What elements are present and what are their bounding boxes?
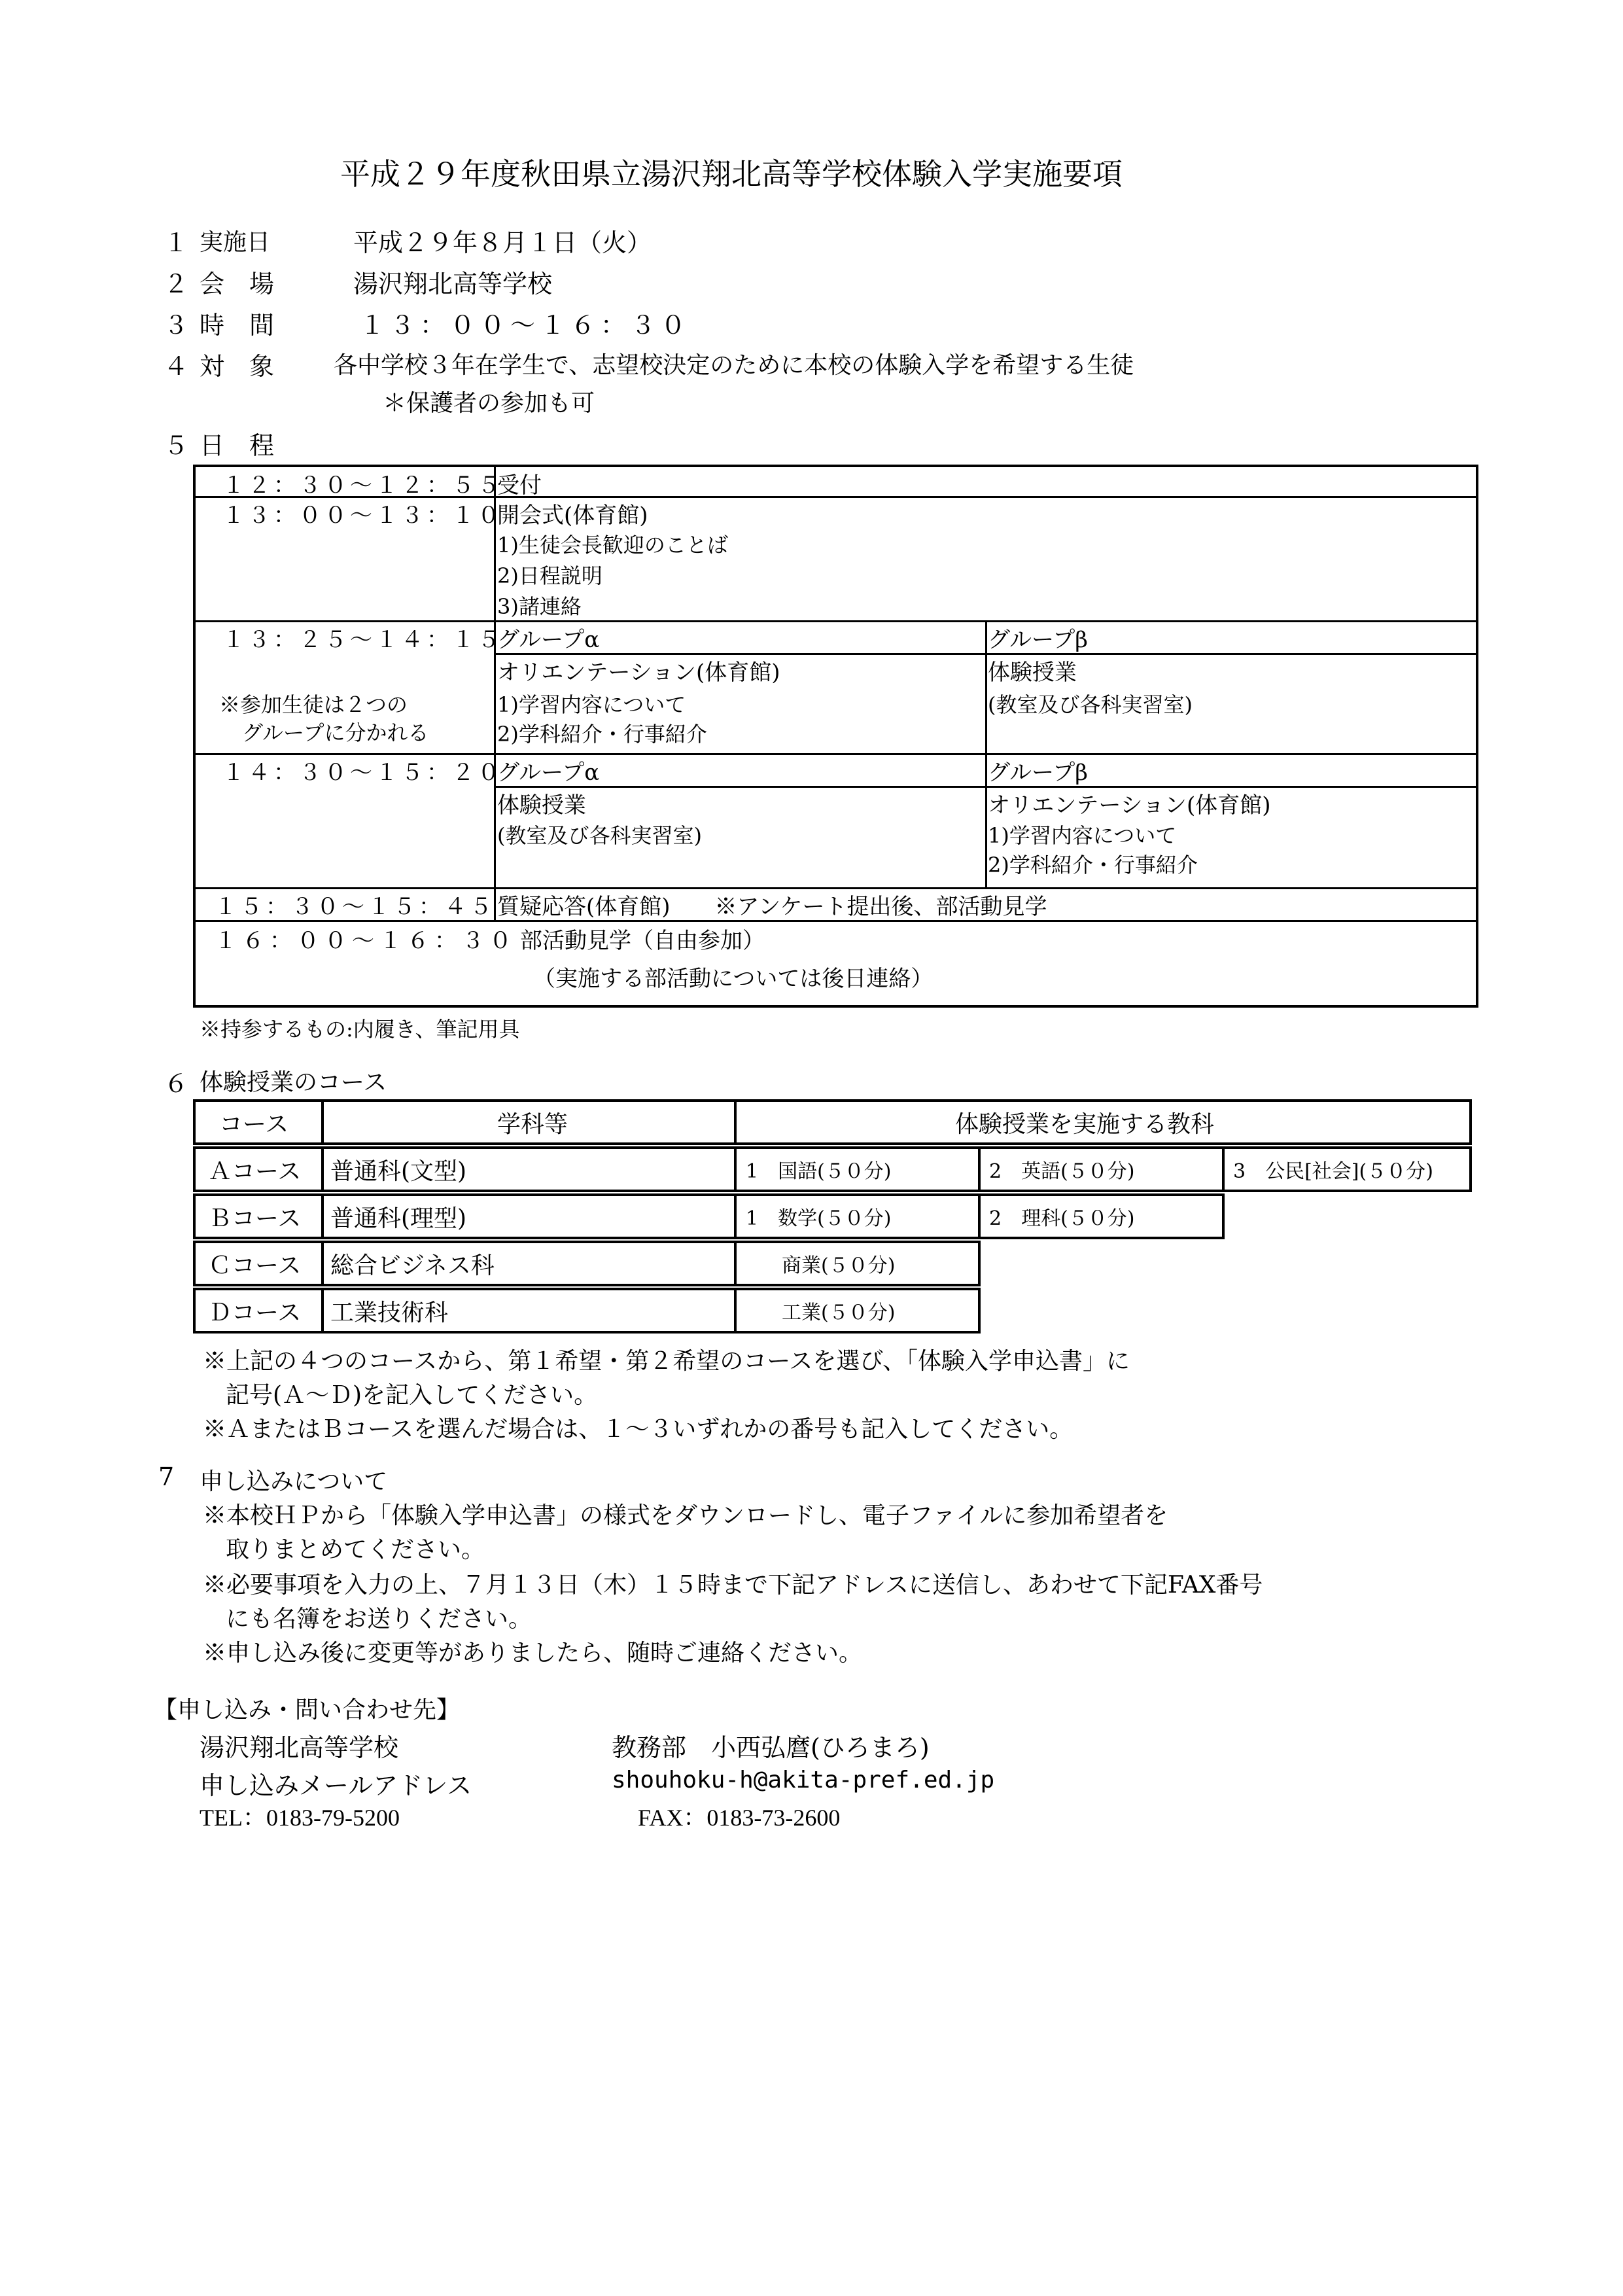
schedule-row1-text: 受付 bbox=[497, 472, 542, 499]
item-5-number: ５ bbox=[164, 431, 189, 460]
course-row-b-dept: 普通科(理型) bbox=[330, 1205, 467, 1232]
schedule-row3-group-alpha: グループα bbox=[497, 627, 600, 653]
contact-heading: 【申し込み・問い合わせ先】 bbox=[154, 1697, 461, 1723]
course-row-a-subject1: 1 国語(５０分) bbox=[746, 1160, 892, 1183]
item-3-label: 時 間 bbox=[200, 311, 275, 340]
section-6-number: ６ bbox=[164, 1069, 189, 1098]
course-note-3: ※ＡまたはＢコースを選んだ場合は、１～３いずれかの番号も記入してください。 bbox=[203, 1416, 1073, 1443]
contact-school: 湯沢翔北高等学校 bbox=[200, 1733, 399, 1762]
schedule-row3-group-beta: グループβ bbox=[988, 627, 1088, 653]
schedule-row2-line1: 開会式(体育館) bbox=[497, 503, 648, 529]
schedule-row6-time: １６：００～１６：３０ bbox=[215, 928, 517, 954]
item-4-label: 対 象 bbox=[200, 352, 275, 381]
apply-line-5: ※申し込み後に変更等がありましたら、随時ご連絡ください。 bbox=[203, 1640, 863, 1667]
schedule-row4-beta-line1: オリエンテーション(体育館) bbox=[988, 792, 1271, 819]
course-header-subjects: 体験授業を実施する教科 bbox=[955, 1110, 1215, 1138]
item-3-number: ３ bbox=[164, 311, 189, 340]
item-1-number: １ bbox=[164, 228, 189, 257]
schedule-row5-text: 質疑応答(体育館) ※アンケート提出後、部活動見学 bbox=[497, 894, 1047, 920]
course-row-d-dept: 工業技術科 bbox=[330, 1299, 449, 1326]
apply-line-3: ※必要事項を入力の上、７月１３日（木）１５時まで下記アドレスに送信し、あわせて下記FAX番号 bbox=[203, 1572, 1263, 1598]
schedule-row3-beta-line1: 体験授業 bbox=[988, 660, 1077, 686]
schedule-row3-note1: ※参加生徒は２つの bbox=[219, 692, 408, 717]
item-1-value: 平成２９年８月１日（火） bbox=[353, 228, 652, 257]
course-row-a-dept: 普通科(文型) bbox=[330, 1157, 467, 1185]
schedule-row4-group-alpha: グループα bbox=[497, 760, 600, 786]
item-4-number: ４ bbox=[164, 352, 189, 381]
section-6-label: 体験授業のコース bbox=[200, 1069, 387, 1096]
course-row-b-subject2: 2 理科(５０分) bbox=[989, 1207, 1135, 1230]
schedule-row2-line3: 2)日程説明 bbox=[497, 563, 602, 588]
course-row-d-subject1: 工業(５０分) bbox=[782, 1301, 896, 1324]
schedule-row6-line2: （実施する部活動については後日連絡） bbox=[533, 966, 934, 992]
item-2-number: ２ bbox=[164, 270, 189, 298]
item-1-label: 実施日 bbox=[200, 229, 271, 256]
schedule-row3-beta-line2: (教室及び各科実習室) bbox=[988, 692, 1193, 717]
bring-items-note: ※持参するもの:内履き、筆記用具 bbox=[200, 1017, 520, 1042]
course-row-a-subject3: 3 公民[社会](５０分) bbox=[1233, 1160, 1433, 1183]
item-4-value: 各中学校３年在学生で、志望校決定のために本校の体験入学を希望する生徒 bbox=[334, 352, 1134, 379]
course-note-1: ※上記の４つのコースから、第１希望・第２希望のコースを選び、「体験入学申込書」に bbox=[203, 1348, 1130, 1375]
contact-mail-address[interactable]: shouhoku-h@akita-pref.ed.jp bbox=[612, 1767, 995, 1793]
item-5-label: 日 程 bbox=[200, 431, 275, 460]
contact-mail-label: 申し込みメールアドレス bbox=[200, 1771, 472, 1800]
course-note-2: 記号(Ａ～Ｄ)を記入してください。 bbox=[226, 1382, 598, 1409]
contact-fax: FAX：0183-73-2600 bbox=[638, 1805, 841, 1831]
schedule-row4-alpha-line2: (教室及び各科実習室) bbox=[497, 823, 702, 848]
schedule-row1-time: １２：３０～１２：５５ bbox=[222, 472, 503, 499]
course-row-b-course: Ｂコース bbox=[208, 1205, 302, 1232]
apply-line-1: ※本校ＨＰから「体験入学申込書」の様式をダウンロードし、電子ファイルに参加希望者を bbox=[203, 1502, 1168, 1529]
course-row-a-subject2: 2 英語(５０分) bbox=[989, 1160, 1135, 1183]
schedule-row6-line1: 部活動見学（自由参加） bbox=[520, 928, 765, 954]
schedule-row4-group-beta: グループβ bbox=[988, 760, 1088, 786]
page-title: 平成２９年度秋田県立湯沢翔北高等学校体験入学実施要項 bbox=[340, 156, 1123, 192]
contact-tel: TEL：0183-79-5200 bbox=[200, 1805, 400, 1831]
item-3-value: １３：００～１６：３０ bbox=[360, 311, 691, 340]
item-2-label: 会 場 bbox=[200, 270, 275, 298]
course-row-c-course: Ｃコース bbox=[208, 1252, 302, 1279]
course-row-c-dept: 総合ビジネス科 bbox=[330, 1252, 495, 1279]
apply-line-2: 取りまとめてください。 bbox=[226, 1536, 485, 1563]
item-4-note: ＊保護者の参加も可 bbox=[383, 390, 595, 417]
schedule-row3-note2: グループに分かれる bbox=[242, 720, 429, 745]
course-row-b-subject1: 1 数学(５０分) bbox=[746, 1207, 892, 1230]
apply-line-4: にも名簿をお送りください。 bbox=[226, 1606, 532, 1633]
schedule-row4-beta-line3: 2)学科紹介・行事紹介 bbox=[988, 853, 1198, 877]
schedule-row2-line2: 1)生徒会長歓迎のことば bbox=[497, 533, 728, 557]
course-row-a-course: Ａコース bbox=[208, 1157, 302, 1185]
course-row-d-course: Ｄコース bbox=[208, 1299, 302, 1326]
schedule-row2-time: １３：００～１３：１０ bbox=[222, 503, 503, 529]
schedule-row2-line4: 3)諸連絡 bbox=[497, 594, 582, 619]
course-header-course: コース bbox=[219, 1110, 289, 1138]
schedule-row3-time: １３：２５～１４：１５ bbox=[222, 627, 503, 653]
schedule-row3-alpha-line1: オリエンテーション(体育館) bbox=[497, 660, 780, 686]
course-header-dept: 学科等 bbox=[497, 1110, 568, 1138]
schedule-row3-alpha-line2: 1)学習内容について bbox=[497, 692, 686, 717]
schedule-row4-alpha-line1: 体験授業 bbox=[497, 792, 586, 819]
schedule-row5-time: １５：３０～１５：４５ bbox=[215, 894, 495, 920]
schedule-row3-alpha-line3: 2)学科紹介・行事紹介 bbox=[497, 722, 707, 747]
course-row-c-subject1: 商業(５０分) bbox=[782, 1254, 896, 1277]
section-7-number: 7 bbox=[158, 1462, 175, 1491]
contact-person: 教務部 小西弘麿(ひろまろ) bbox=[612, 1733, 930, 1762]
section-7-label: 申し込みについて bbox=[200, 1468, 388, 1495]
schedule-row4-time: １４：３０～１５：２０ bbox=[222, 760, 503, 786]
item-2-value: 湯沢翔北高等学校 bbox=[353, 270, 553, 298]
schedule-row4-beta-line2: 1)学習内容について bbox=[988, 823, 1177, 848]
